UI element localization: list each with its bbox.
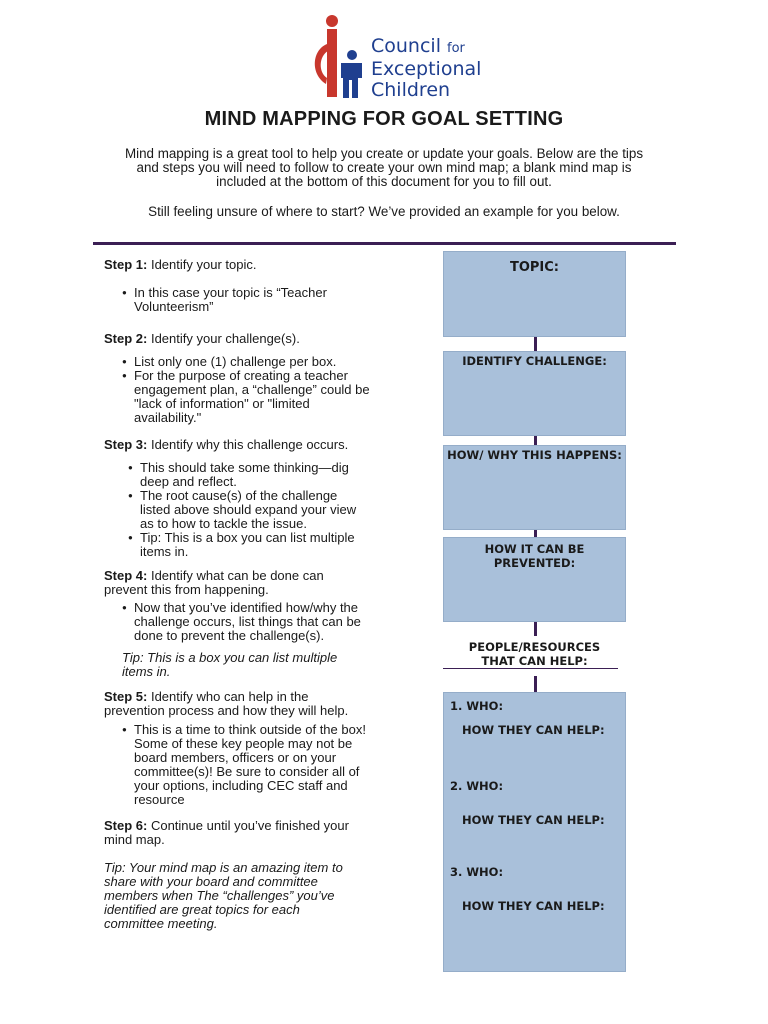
connector-line: [534, 436, 537, 445]
step-text-cont: prevent this from happening.: [104, 582, 269, 597]
step-3-list: [128, 461, 356, 559]
step-5-heading: [104, 690, 394, 718]
list-item: ● This is a time to think outside of the box! Some of these key people may not be board members, officers or on your committee(s)! Be sure to consider all of your options, including CEC staff and resource: [122, 723, 366, 807]
step-1-list: [122, 286, 327, 314]
logo-line1: Council: [371, 35, 441, 57]
step-text: Identify your topic.: [147, 257, 257, 272]
connector-line: [534, 622, 537, 636]
step-label: Step 1:: [104, 257, 148, 272]
list-item: ● List only one (1) challenge per box.: [122, 355, 370, 369]
intro-line: Mind mapping is a great tool to help you create or update your goals. Below are the tips: [124, 146, 644, 161]
step-label: Step 5:: [104, 689, 148, 704]
step-label: Step 3:: [104, 437, 148, 452]
step-label: Step 2:: [104, 331, 148, 346]
list-item: ● For the purpose of creating a teacher engagement plan, a “challenge” could be "lack of information" or "limited availability.": [122, 369, 370, 425]
intro-line: and steps you will need to follow to create your own mind map; a blank mind map is: [136, 160, 632, 175]
prevent-label: HOW IT CAN BE PREVENTED:: [484, 542, 585, 570]
step-5-list: [122, 723, 366, 807]
step-text: Identify who can help in the: [147, 689, 309, 704]
challenge-box: [443, 351, 626, 436]
step-6-heading: [104, 819, 394, 847]
intro-paragraph: [104, 147, 664, 189]
why-box: [443, 445, 626, 530]
list-item: ● Now that you’ve identified how/why the challenge occurs, list things that can be done to prevent the challenge(s).: [122, 601, 361, 643]
topic-label: TOPIC:: [509, 260, 560, 275]
logo-line2: Exceptional: [371, 58, 482, 80]
step-label: Step 4:: [104, 568, 148, 583]
list-item: ● The root cause(s) of the challenge listed above should expand your view as to how to tackle the issue.: [128, 489, 356, 531]
prevent-box: [443, 537, 626, 622]
who-1-label: 1. WHO:: [450, 699, 504, 713]
step-text: Identify your challenge(s).: [147, 331, 300, 346]
step-label: Step 6:: [104, 818, 148, 833]
how-3-label: HOW THEY CAN HELP:: [462, 899, 605, 913]
list-item: ● Tip: This is a box you can list multiple items in.: [128, 531, 356, 559]
how-1-label: HOW THEY CAN HELP:: [462, 723, 605, 737]
connector-line: [534, 337, 537, 351]
step-text-cont: mind map.: [104, 832, 165, 847]
step-text: Identify what can be done can: [147, 568, 324, 583]
section-divider: [93, 242, 676, 245]
people-resources-label: PEOPLE/RESOURCES THAT CAN HELP:: [468, 640, 601, 668]
step-2-list: [122, 355, 370, 425]
intro-line: included at the bottom of this document for you to fill out.: [216, 174, 552, 189]
step-4-tip: Tip: This is a box you can list multiple items in.: [122, 650, 338, 679]
logo-line3: Children: [371, 79, 451, 101]
why-label: HOW/ WHY THIS HAPPENS:: [447, 448, 622, 462]
cec-logo-mark-icon: [308, 14, 370, 100]
who-3-label: 3. WHO:: [450, 865, 504, 879]
step-1-heading: [104, 258, 394, 272]
connector-line: [534, 676, 537, 692]
step-2-heading: [104, 332, 394, 346]
step-text-cont: prevention process and how they will help.: [104, 703, 349, 718]
step-4-heading: [104, 569, 394, 597]
step-text: Continue until you’ve finished your: [147, 818, 349, 833]
list-item: ● In this case your topic is “Teacher Volunteerism”: [122, 286, 327, 314]
who-2-label: 2. WHO:: [450, 779, 504, 793]
logo-wordmark: [371, 36, 481, 101]
cec-logo: [308, 14, 498, 104]
list-item: ● This should take some thinking—dig deep and reflect.: [128, 461, 356, 489]
page-title: MIND MAPPING FOR GOAL SETTING: [204, 108, 564, 130]
step-text: Identify why this challenge occurs.: [147, 437, 349, 452]
topic-box: [443, 251, 626, 337]
logo-line1-small: for: [447, 41, 465, 56]
label-underline: [443, 668, 618, 669]
intro-note: Still feeling unsure of where to start? We’ve provided an example for you below.: [148, 204, 620, 219]
connector-line: [534, 530, 537, 537]
challenge-label: IDENTIFY CHALLENGE:: [462, 354, 607, 368]
step-4-list: [122, 601, 361, 643]
how-2-label: HOW THEY CAN HELP:: [462, 813, 605, 827]
step-6-tip: Tip: Your mind map is an amazing item to share with your board and committee members when The “challenges” you’ve identified are great topics for each committee meeting.: [104, 860, 343, 931]
step-3-heading: [104, 438, 394, 452]
